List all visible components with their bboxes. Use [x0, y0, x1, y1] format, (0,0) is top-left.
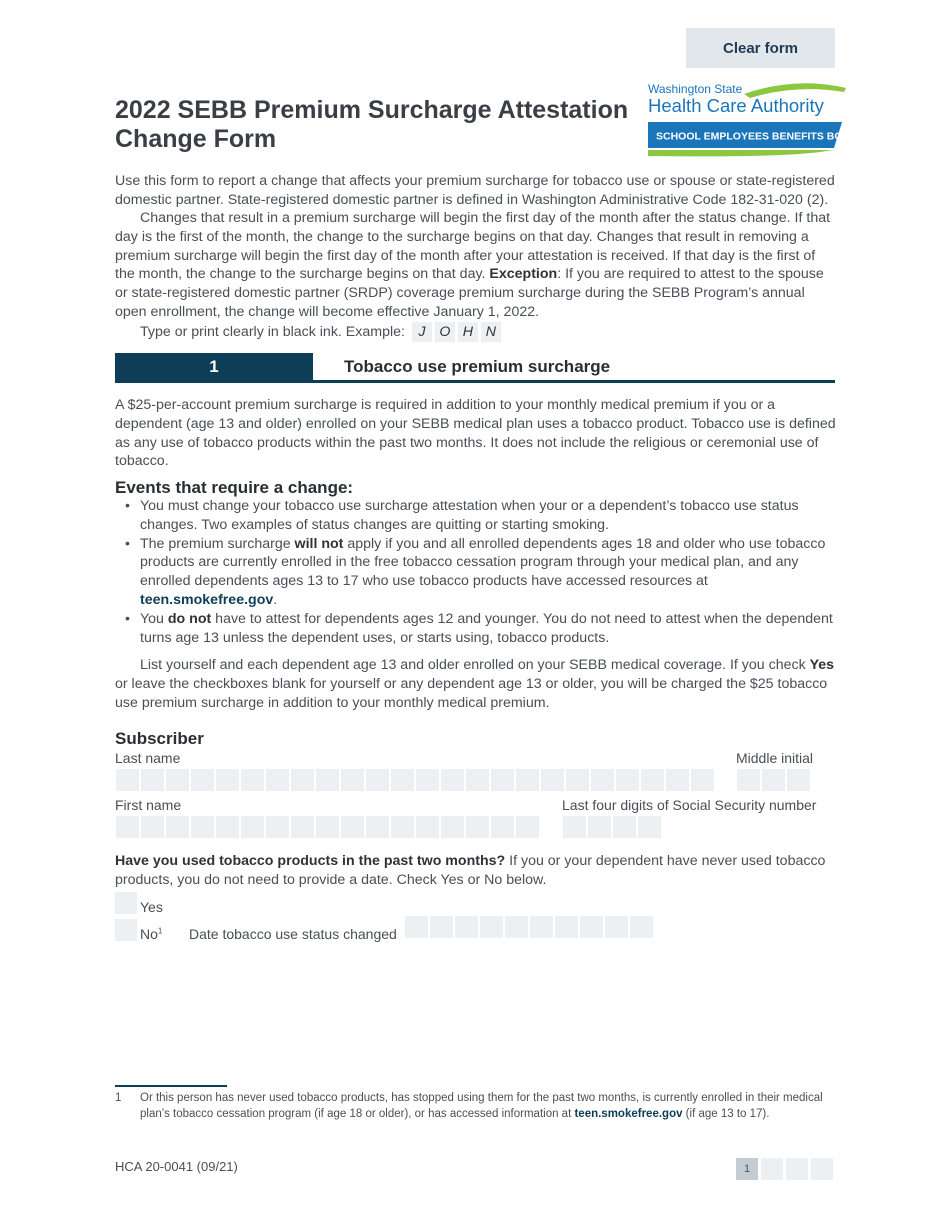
bullet-text: The premium surcharge	[140, 535, 295, 552]
ssn-field[interactable]	[563, 816, 661, 838]
surcharge-description: A $25-per-account premium surcharge is required in addition to your monthly medical premium if you or a dependent (age 13 and older) enrolled on your SEBB medical plan uses a tobacco product. Tobacco use is defined as any use of tobacco products within the past two months. It does not include the religious or ceremonial use of tobacco.	[115, 397, 836, 470]
last-name-cell[interactable]	[591, 769, 614, 791]
first-name-cell[interactable]	[341, 816, 364, 838]
page-title: 2022 SEBB Premium Surcharge Attestation Change Form	[115, 96, 629, 153]
instructions-text: List yourself and each dependent age 13 and older enrolled on your SEBB medical coverage. If you check	[140, 657, 810, 673]
bullet-text: You	[140, 610, 168, 627]
last-name-cell[interactable]	[566, 769, 589, 791]
last-name-cell[interactable]	[441, 769, 464, 791]
middle-initial-cell[interactable]	[737, 769, 760, 791]
first-name-cell[interactable]	[491, 816, 514, 838]
last-name-cell[interactable]	[291, 769, 314, 791]
exception-label: Exception	[489, 266, 558, 283]
tobacco-question-text: If you or your dependent have never used tobacco products, you do not need to provide a date. Check Yes or No below.	[115, 853, 826, 888]
middle-initial-field[interactable]	[737, 769, 810, 791]
bullet-text: .	[273, 591, 278, 608]
last-name-field[interactable]	[116, 769, 714, 791]
logo-banner-text: SCHOOL EMPLOYEES BENEFITS BOARD	[656, 130, 850, 143]
footnote-divider	[115, 1085, 227, 1087]
section-1-header	[115, 353, 835, 383]
footnote-text-b: (if age 13 to 17).	[682, 1107, 770, 1120]
no-text: No	[140, 926, 158, 942]
date-cell[interactable]	[480, 916, 503, 938]
first-name-cell[interactable]	[141, 816, 164, 838]
ssn-cell[interactable]	[563, 816, 586, 838]
footnote-text-a: Or this person has never used tobacco products, has stopped using them for the past two months, is currently enrolled in their medical plan’s tobacco cessation program (if age 18 or older), or has accessed information at	[140, 1092, 823, 1120]
list-item	[115, 497, 837, 535]
last-name-cell[interactable]	[416, 769, 439, 791]
last-name-cell[interactable]	[616, 769, 639, 791]
intro-p2-end: : If you are required to attest to the spouse or state-registered domestic partner (SRDP) coverage premium surcharge during the SEBB Program’s annual open enrollment, the change will become effective January 1, 2022.	[115, 266, 824, 320]
first-name-cell[interactable]	[266, 816, 289, 838]
example-letter: N	[481, 322, 501, 342]
date-changed-field[interactable]	[405, 916, 653, 938]
no-label	[140, 926, 162, 942]
footnote-text	[140, 1091, 835, 1122]
date-cell[interactable]	[505, 916, 528, 938]
bullet-text: apply if you and all enrolled dependents ages 18 and older who use tobacco products are currently enrolled in the free tobacco cessation program through your medical plan, and any enrolled dependents ages 13 to 17 who use tobacco products have accessed resources at	[140, 535, 826, 590]
last-name-cell[interactable]	[541, 769, 564, 791]
last-name-cell[interactable]	[691, 769, 714, 791]
first-name-cell[interactable]	[416, 816, 439, 838]
instructions-text: or leave the checkboxes blank for yourself or any dependent age 13 or older, you will be charged the $25 tobacco use premium surcharge in addition to your monthly medical premium.	[115, 675, 828, 711]
footnote	[115, 1091, 835, 1122]
example-letter: O	[435, 322, 455, 342]
example-label: Type or print clearly in black ink. Example:	[140, 324, 405, 340]
date-cell[interactable]	[605, 916, 628, 938]
logo-banner-underline	[648, 150, 832, 156]
page-number-current: 1	[736, 1158, 758, 1180]
last-name-label: Last name	[115, 750, 181, 766]
page-number-box	[761, 1158, 783, 1180]
last-name-cell[interactable]	[466, 769, 489, 791]
example-line	[115, 322, 837, 342]
subscriber-heading: Subscriber	[115, 729, 204, 748]
last-name-cell[interactable]	[391, 769, 414, 791]
intro-paragraph-1: Use this form to report a change that affects your premium surcharge for tobacco use or spouse or state-registered domestic partner. State-registered domestic partner is defined in Washington Administrative Code 182-31-020 (2).	[115, 173, 835, 208]
first-name-cell[interactable]	[516, 816, 539, 838]
footnote-ref: 1	[157, 926, 163, 936]
first-name-field[interactable]	[116, 816, 539, 838]
last-name-cell[interactable]	[341, 769, 364, 791]
first-name-cell[interactable]	[291, 816, 314, 838]
clear-form-button[interactable]: Clear form	[686, 28, 835, 68]
date-cell[interactable]	[405, 916, 428, 938]
last-name-cell[interactable]	[366, 769, 389, 791]
last-name-cell[interactable]	[641, 769, 664, 791]
events-heading: Events that require a change:	[115, 478, 354, 497]
first-name-cell[interactable]	[191, 816, 214, 838]
middle-initial-cell[interactable]	[787, 769, 810, 791]
will-not-emphasis: will not	[294, 535, 344, 552]
yes-emphasis: Yes	[809, 657, 835, 673]
ssn-cell[interactable]	[638, 816, 661, 838]
last-name-cell[interactable]	[241, 769, 264, 791]
first-name-cell[interactable]	[116, 816, 139, 838]
no-checkbox[interactable]	[115, 919, 137, 941]
bullet-text: have to attest for dependents ages 12 and younger. You do not need to attest when the dependent turns age 13 unless the dependent uses, or starts using, tobacco products.	[140, 610, 833, 646]
tobacco-question-bold: Have you used tobacco products in the past two months?	[115, 853, 506, 869]
last-name-cell[interactable]	[116, 769, 139, 791]
first-name-cell[interactable]	[216, 816, 239, 838]
events-list	[115, 497, 837, 647]
section-underline	[115, 380, 835, 383]
teen-smokefree-link[interactable]: teen.smokefree.gov	[140, 591, 274, 608]
date-cell[interactable]	[630, 916, 653, 938]
date-cell[interactable]	[530, 916, 553, 938]
bullet-dot: •	[125, 610, 130, 627]
first-name-cell[interactable]	[466, 816, 489, 838]
last-name-cell[interactable]	[516, 769, 539, 791]
first-name-cell[interactable]	[441, 816, 464, 838]
first-name-cell[interactable]	[366, 816, 389, 838]
ssn-cell[interactable]	[588, 816, 611, 838]
form-code: HCA 20-0041 (09/21)	[115, 1159, 238, 1174]
last-name-cell[interactable]	[216, 769, 239, 791]
first-name-cell[interactable]	[241, 816, 264, 838]
last-name-cell[interactable]	[491, 769, 514, 791]
footnote-number: 1	[115, 1092, 122, 1104]
list-item	[115, 535, 837, 610]
section-title: Tobacco use premium surcharge	[344, 356, 611, 376]
date-cell[interactable]	[555, 916, 578, 938]
last-name-cell[interactable]	[316, 769, 339, 791]
logo-line1: Washington State	[648, 82, 743, 96]
last-name-cell[interactable]	[191, 769, 214, 791]
hca-logo	[646, 80, 850, 162]
first-name-cell[interactable]	[391, 816, 414, 838]
middle-initial-label: Middle initial	[736, 750, 814, 766]
date-cell[interactable]	[430, 916, 453, 938]
intro-p2-text: Changes that result in a premium surcharge will begin the first day of the month after the status change. If that day is the first of the month, the change to the surcharge begins on that day. Changes that result in removing a premium surcharge will begin the first day of the month after your attestation is received. If that day is the first of the month, the change to the surcharge begins on that day.	[115, 210, 831, 283]
last-name-cell[interactable]	[666, 769, 689, 791]
bullet-dot: •	[125, 498, 130, 514]
middle-initial-cell[interactable]	[762, 769, 785, 791]
example-letter: H	[458, 322, 478, 342]
footnote-smokefree-link[interactable]: teen.smokefree.gov	[574, 1107, 683, 1120]
last-name-cell[interactable]	[141, 769, 164, 791]
first-name-cell[interactable]	[166, 816, 189, 838]
ssn-cell[interactable]	[613, 816, 636, 838]
date-changed-label: Date tobacco use status changed	[189, 926, 397, 942]
list-instructions	[115, 656, 837, 712]
page-number-box	[786, 1158, 808, 1180]
do-not-emphasis: do not	[167, 610, 212, 627]
example-letter: J	[412, 322, 432, 342]
last-name-cell[interactable]	[266, 769, 289, 791]
date-cell[interactable]	[455, 916, 478, 938]
yes-checkbox[interactable]	[115, 892, 137, 914]
section-number: 1	[115, 353, 313, 380]
list-item	[115, 610, 837, 648]
bullet-text: You must change your tobacco use surcharge attestation when your or a dependent’s tobacco use status changes. Two examples of status changes are quitting or starting smoking.	[140, 498, 799, 533]
bullet-dot: •	[125, 535, 130, 552]
logo-line2: Health Care Authority	[648, 95, 824, 116]
first-name-cell[interactable]	[316, 816, 339, 838]
hca-logo-graphic	[646, 80, 850, 162]
tobacco-question	[115, 852, 837, 890]
intro-paragraph-2	[115, 209, 837, 322]
last-name-cell[interactable]	[166, 769, 189, 791]
page-number-box	[811, 1158, 833, 1180]
yes-label: Yes	[140, 899, 163, 915]
first-name-label: First name	[115, 797, 182, 813]
date-cell[interactable]	[580, 916, 603, 938]
ssn-label: Last four digits of Social Security number	[562, 797, 817, 813]
